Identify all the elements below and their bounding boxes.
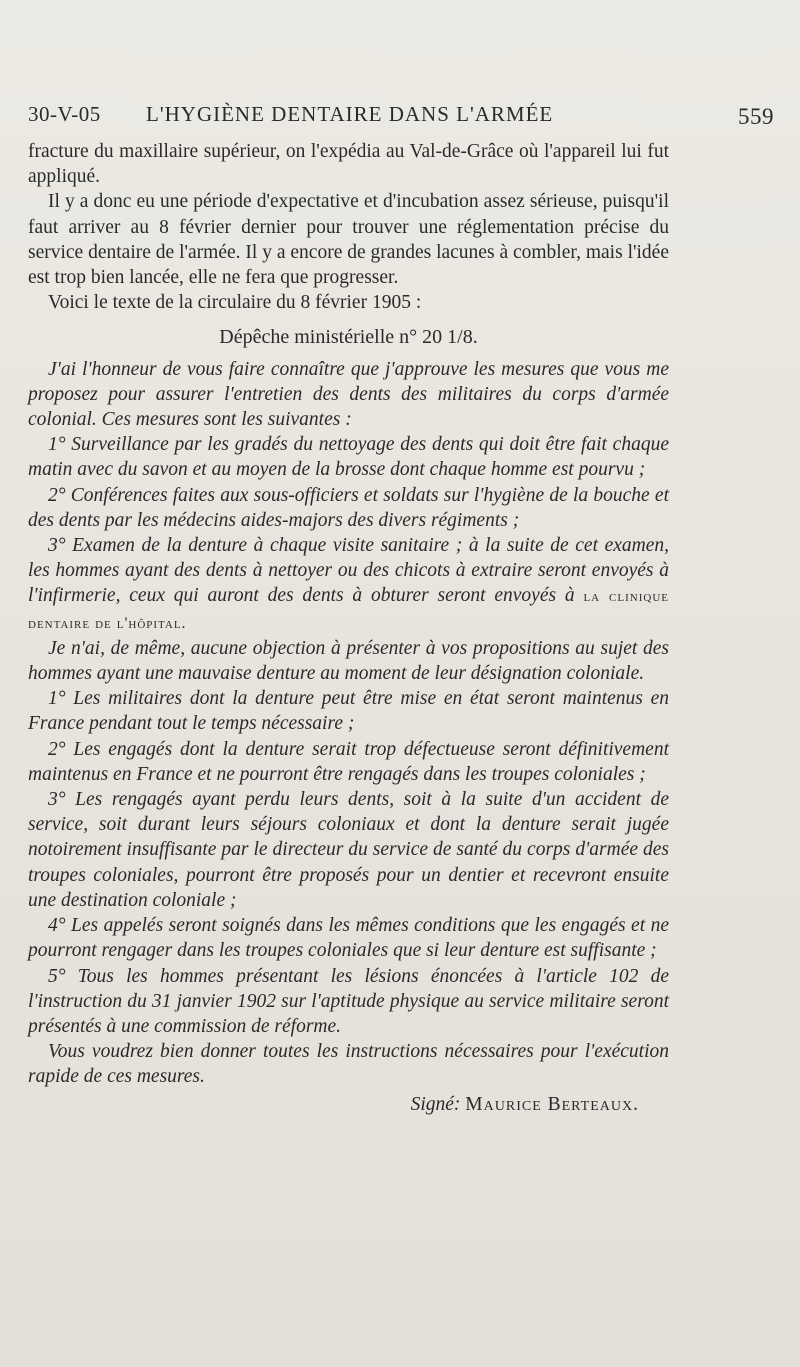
clinic-name: la clinique dentaire de l'hôpital.	[28, 588, 669, 632]
dispatch-item: 1° Les militaires dont la denture peut être mise en état seront maintenus en France pendant tout le temps nécessaire ;	[28, 688, 669, 735]
signature-name: Maurice Berteaux.	[465, 1093, 639, 1115]
dispatch-item: 2° Conférences faites aux sous-officiers et soldats sur l'hygiène de la bouche et des dents par les médecins aides-majors des divers régiments ;	[28, 484, 669, 531]
signature-label: Signé:	[410, 1093, 461, 1115]
dispatch-paragraph: J'ai l'honneur de vous faire connaître que j'approuve les mesures que vous me proposez pour assurer l'entretien des dents des militaires du corps d'armée colonial. Ces mesures sont les suivantes :	[28, 358, 669, 431]
paragraph: Il y a donc eu une période d'expectative et d'incubation assez sérieuse, puisqu'il faut arriver au 8 février dernier pour trouver une réglementation précise du service dentaire de l'armée. Il y a encore de grandes lacunes à combler, mais l'idée est trop bien lancée, elle ne fera que progresser.	[28, 191, 669, 289]
dispatch-item: 5° Tous les hommes présentant les lésions énoncées à l'article 102 de l'instruction du 31 janvier 1902 sur l'aptitude physique au service militaire seront présentés à une commission de réforme.	[28, 965, 669, 1037]
dispatch-item: 2° Les engagés dont la denture serait trop défectueuse seront définitivement maintenus en France et ne pourront être rengagés dans les troupes coloniales ;	[28, 738, 669, 785]
dispatch-item: 1° Surveillance par les gradés du nettoyage des dents qui doit être fait chaque matin avec du savon et au moyen de la brosse dont chaque homme est pourvu ;	[28, 434, 669, 481]
running-title: L'HYGIÈNE DENTAIRE DANS L'ARMÉE	[146, 102, 554, 126]
page-body	[28, 139, 669, 1117]
dispatch-item: 4° Les appelés seront soignés dans les mêmes conditions que les engagés et ne pourront rengager dans les troupes coloniales que si leur denture est suffisante ;	[28, 915, 669, 962]
dispatch-item: 3° Les rengagés ayant perdu leurs dents, soit à la suite d'un accident de service, soit durant leurs séjours coloniaux et dont la denture serait jugée notoirement insuffisante par le directeur du service de santé du corps d'armée des troupes coloniales, pourront être proposés pour un dentier et recevront ensuite une destination coloniale ;	[28, 789, 669, 911]
paragraph: fracture du maxillaire supérieur, on l'expédia au Val-de-Grâce où l'appareil lui fut appliqué.	[28, 141, 669, 188]
dispatch-title: Dépêche ministérielle n° 20 1/8.	[219, 326, 478, 349]
dispatch-closing: Vous voudrez bien donner toutes les instructions nécessaires pour l'exécution rapide de ces mesures.	[28, 1041, 669, 1088]
dispatch-paragraph: Je n'ai, de même, aucune objection à présenter à vos propositions au sujet des hommes ayant une mauvaise denture au moment de leur désignation coloniale.	[28, 637, 669, 685]
dispatch-item-text: 3° Examen de la denture à chaque visite sanitaire ; à la suite de cet examen, les hommes ayant des dents à nettoyer ou des chicots à extraire seront envoyés à l'infirmerie, ceux qui auront des dents à obturer seront envoyés à	[28, 535, 669, 607]
signature-line	[28, 1092, 669, 1117]
running-header	[28, 100, 774, 132]
page-number: 559	[738, 104, 774, 129]
dispatch-item	[28, 533, 669, 636]
header-date: 30-V-05	[28, 102, 101, 126]
paragraph: Voici le texte de la circulaire du 8 février 1905 :	[48, 292, 422, 314]
